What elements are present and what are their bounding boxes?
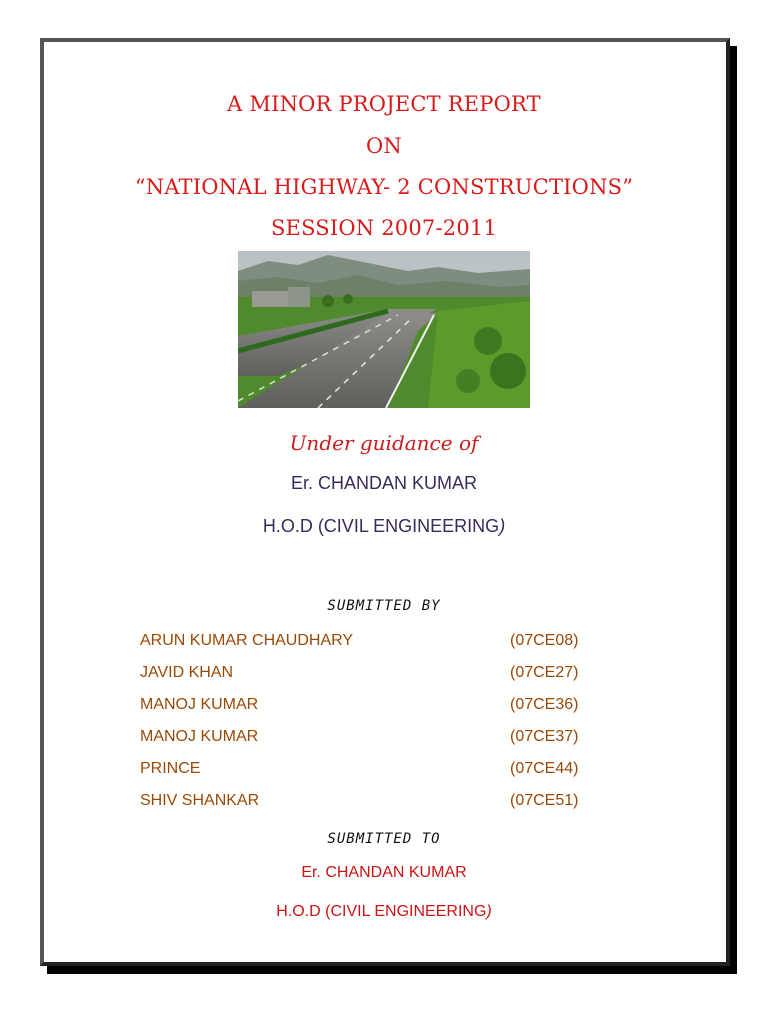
student-row	[140, 664, 600, 686]
guide-designation-text: H.O.D (CIVIL ENGINEERING	[262, 516, 500, 536]
student-roll: (07CE51)	[510, 792, 579, 809]
student-roll: (07CE08)	[510, 632, 579, 649]
guide-designation-close: )	[499, 516, 506, 536]
student-name: JAVID KHAN	[140, 664, 234, 681]
guide-name: Er. CHANDAN KUMAR	[290, 473, 478, 493]
session-line: SESSION 2007-2011	[270, 216, 498, 240]
report-title-line: A MINOR PROJECT REPORT	[227, 92, 541, 116]
submitted-to-name: Er. CHANDAN KUMAR	[301, 864, 467, 881]
student-row	[140, 632, 600, 654]
report-title-on: ON	[366, 134, 402, 158]
student-row	[140, 696, 600, 718]
student-row	[140, 728, 600, 750]
submitted-by-label: SUBMITTED BY	[327, 598, 441, 614]
submitted-to-designation-text: H.O.D (CIVIL ENGINEERING	[276, 903, 487, 920]
student-name: ARUN KUMAR CHAUDHARY	[140, 632, 354, 649]
student-name: MANOJ KUMAR	[140, 728, 259, 745]
student-roll: (07CE36)	[510, 696, 579, 713]
guide-designation	[0, 516, 768, 537]
student-name: MANOJ KUMAR	[140, 696, 259, 713]
student-name: PRINCE	[140, 760, 201, 777]
guidance-label: Under guidance of	[289, 431, 479, 455]
student-roll: (07CE37)	[510, 728, 579, 745]
submitted-to-designation	[0, 903, 768, 921]
submitted-to-label: SUBMITTED TO	[327, 831, 441, 847]
student-row	[140, 760, 600, 782]
highway-photo	[238, 251, 530, 408]
project-title: “NATIONAL HIGHWAY- 2 CONSTRUCTIONS”	[134, 175, 634, 199]
student-row	[140, 792, 600, 814]
student-name: SHIV SHANKAR	[140, 792, 260, 809]
student-roll: (07CE44)	[510, 760, 579, 777]
submitted-to-designation-close: )	[486, 903, 492, 920]
student-roll: (07CE27)	[510, 664, 579, 681]
